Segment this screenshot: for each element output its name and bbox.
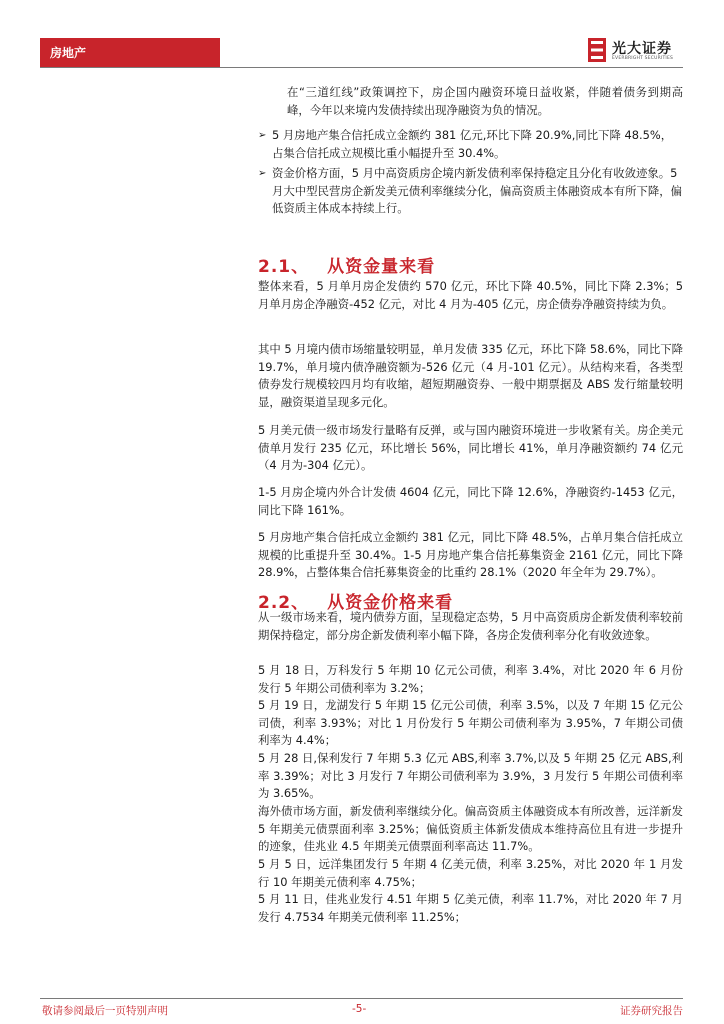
logo-subtext: EVERBRIGHT SECURITIES (612, 56, 674, 61)
intro-bullet-1: 5 月房地产集合信托成立金额约 381 亿元,环比下降 20.9%,同比下降 48.5%，占集合信托成立规模比重小幅提升至 30.4%。 (272, 128, 673, 160)
paragraph: 5 月房地产集合信托成立金额约 381 亿元，同比下降 48.5%，占单月集合信托成立规模的比重提升至 30.4%。1-5 月房地产集合信托募集资金 2161 亿元，同比下降 28.9%，占整体集合信托募集资金的比重约 28.1%（2020 年全年为 29.7%）。 (258, 530, 683, 580)
paragraph: 其中 5 月境内债市场缩量较明显，单月发债 335 亿元，环比下降 58.6%，同比下降 19.7%，单月境内债净融资额为-526 亿元（4 月-101 亿元）。从结构来看，各类型债券发行规模较四月均有收缩，超短期融资券、一般中期票据及 ABS 发行缩量较明显，融资渠道呈现多元化。 (258, 342, 683, 409)
footer-divider (40, 998, 683, 999)
paragraph: 5 月 19 日，龙湖发行 5 年期 15 亿元公司债，利率 3.5%，以及 7 年期 15 亿元公司债，利率 3.93%；对比 1 月份发行 5 年期公司债利率为 3.95%，7 年期公司债利率为 4.4%； (258, 698, 683, 748)
section-number: 2.1、 (258, 257, 310, 277)
page-number: -5- (352, 1003, 367, 1015)
report-type: 证券研究报告 (620, 1005, 683, 1017)
paragraph: 1-5 月房企境内外合计发债 4604 亿元，同比下降 12.6%，净融资约-1453 亿元，同比下降 161%。 (258, 485, 683, 517)
paragraph: 5 月 11 日，佳兆业发行 4.51 年期 5 亿美元债，利率 11.7%，对比 2020 年 7 月发行 4.7534 年期美元债利率 11.25%； (258, 892, 683, 924)
header-divider (40, 67, 683, 68)
section-title: 从资金价格来看 (327, 593, 454, 613)
company-logo (588, 36, 688, 66)
logo-text: 光大证券 (612, 41, 672, 57)
intro-continuation: 在“三道红线”政策调控下，房企国内融资环境日益收紧，伴随着债务到期高峰，今年以来境内发债持续出现净融资为负的情况。 (287, 85, 683, 117)
section-label: 房地产 (50, 46, 87, 60)
paragraph: 5 月 5 日，远洋集团发行 5 年期 4 亿美元债，利率 3.25%，对比 2020 年 1 月发行 10 年期美元债利率 4.75%； (258, 857, 683, 889)
footer-disclaimer: 敬请参阅最后一页特别声明 (42, 1005, 168, 1017)
paragraph: 从一级市场来看，境内债券方面，呈现稳定态势，5 月中高资质房企新发债利率较前期保持稳定，部分房企新发债利率小幅下降，各房企发债利率分化有收敛迹象。 (258, 610, 683, 642)
bullet-arrow-icon: ➢ (258, 130, 267, 141)
header-section-band (40, 38, 220, 68)
paragraph: 整体来看，5 月单月房企发债约 570 亿元，环比下降 40.5%，同比下降 2.3%；5 月单月房企净融资-452 亿元，对比 4 月为-405 亿元，房企债券净融资持续为负。 (258, 279, 683, 311)
bullet-arrow-icon: ➢ (258, 168, 267, 179)
section-number: 2.2、 (258, 593, 310, 613)
section-heading-2-1 (258, 252, 435, 277)
paragraph: 海外债市场方面，新发债利率继续分化。偏高资质主体融资成本有所改善，远洋新发 5 年期美元债票面利率 3.25%；偏低资质主体新发债成本维持高位且有进一步提升的迹象，佳兆业 4.5 年期美元债票面利率高达 11.7%。 (258, 804, 683, 854)
paragraph: 5 月 18 日，万科发行 5 年期 10 亿元公司债，利率 3.4%，对比 2020 年 6 月份发行 5 年期公司债利率为 3.2%； (258, 663, 683, 695)
intro-bullet-2: 资金价格方面，5 月中高资质房企境内新发债利率保持稳定且分化有收敛迹象。5 月大中型民营房企新发美元债利率继续分化，偏高资质主体融资成本有所下降，偏低资质主体成本持续上行。 (272, 166, 683, 216)
section-title: 从资金量来看 (327, 257, 436, 277)
logo-mark-icon (588, 38, 606, 62)
paragraph: 5 月美元债一级市场发行量略有反弹，或与国内融资环境进一步收紧有关。房企美元债单月发行 235 亿元，环比增长 56%，同比增长 41%，单月净融资额约 74 亿元（4 月为-304 亿元）。 (258, 423, 683, 473)
paragraph: 5 月 28 日,保利发行 7 年期 5.3 亿元 ABS,利率 3.7%,以及 5 年期 25 亿元 ABS,利率 3.39%；对比 3 月发行 7 年期公司债利率为 3.9%，3 月发行 5 年期公司债利率为 3.65%。 (258, 751, 683, 801)
